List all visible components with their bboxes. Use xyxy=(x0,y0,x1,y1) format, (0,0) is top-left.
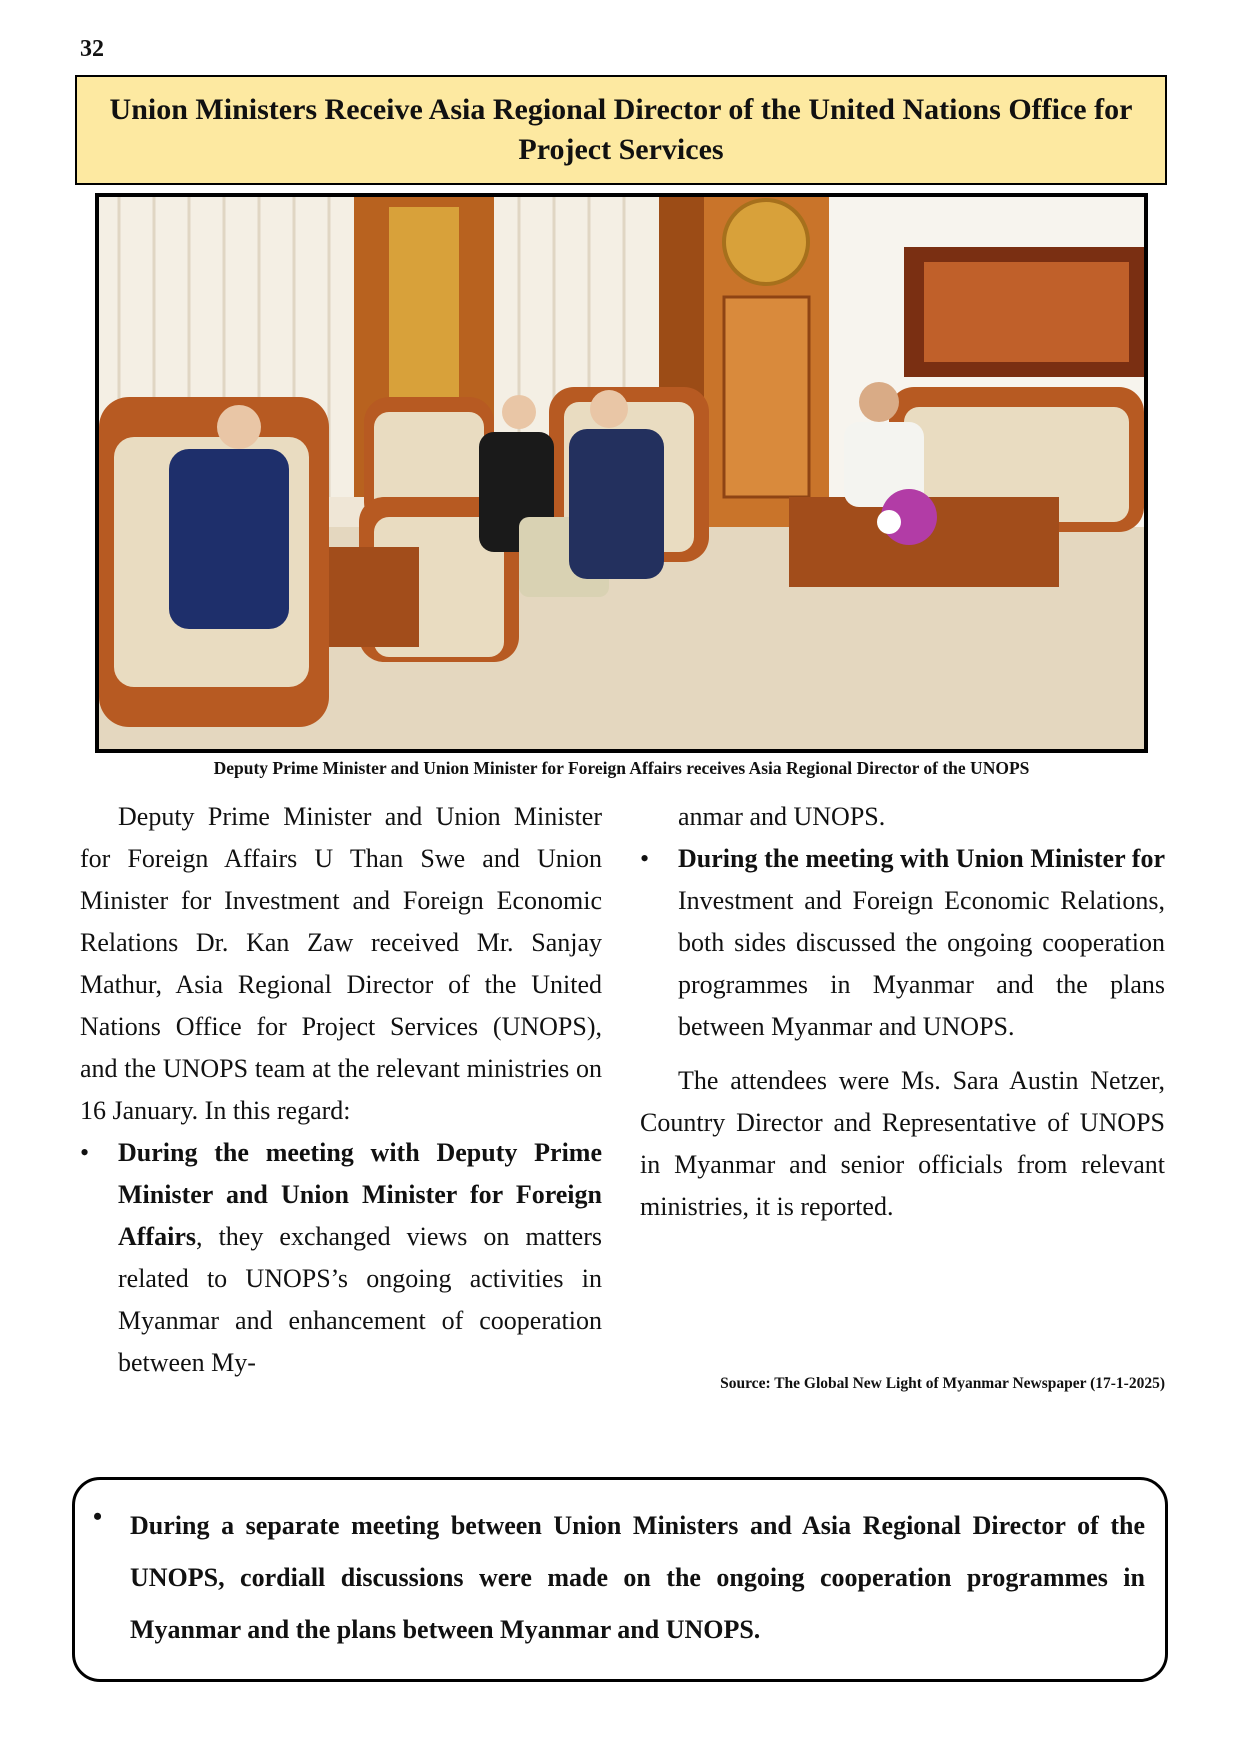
bullet-text: Investment and Foreign Economic Relations, both sides discussed the ongoing cooperation programmes in Myanmar and the plans between Myanmar and UNOPS. xyxy=(678,886,1165,1041)
article-title: Union Ministers Receive Asia Regional Director of the United Nations Office for Project Services xyxy=(109,93,1133,166)
article-bullet-foreign-affairs xyxy=(80,1132,602,1384)
page-number: 32 xyxy=(80,36,104,62)
bullet-lead: During the meeting with Union Minister for xyxy=(678,844,1165,873)
meeting-photo xyxy=(95,193,1148,753)
bullet-lead: During the meeting with Deputy Prime Minister and Union Minister for Foreign Affairs xyxy=(118,1138,602,1251)
article-source: Source: The Global New Light of Myanmar Newspaper (17-1-2025) xyxy=(720,1375,1165,1392)
bullet-text: , they exchanged views on matters related to UNOPS’s ongoing activities in Myanmar and enhancement of cooperation between My- xyxy=(118,1222,602,1377)
article-bullet-investment xyxy=(640,838,1165,1048)
bullet-dot: • xyxy=(80,1138,90,1167)
article-column-right xyxy=(640,796,1165,1228)
article-title-box xyxy=(75,75,1167,185)
summary-text: During a separate meeting between Union Ministers and Asia Regional Director of the UNOPS, cordiall discussions were made on the ongoing cooperation programmes in Myanmar and the plans between Myanmar and UNOPS. xyxy=(130,1511,1145,1644)
summary-box xyxy=(72,1477,1168,1682)
bullet-dot: • xyxy=(640,844,650,873)
article-intro-paragraph: Deputy Prime Minister and Union Minister for Foreign Affairs U Than Swe and Union Minister for Investment and Foreign Economic Relations Dr. Kan Zaw received Mr. Sanjay Mathur, Asia Regional Director of the United Nations Office for Project Services (UNOPS), and the UNOPS team at the relevant ministries on 16 January. In this regard: xyxy=(80,802,602,1125)
article-attendees-paragraph: The attendees were Ms. Sara Austin Netzer, Country Director and Representative of UNOPS in Myanmar and senior officials from relevant ministries, it is reported. xyxy=(640,1066,1165,1221)
photo-caption: Deputy Prime Minister and Union Minister for Foreign Affairs receives Asia Regional Director of the UNOPS xyxy=(213,758,1030,778)
meeting-photo-illustration xyxy=(99,197,1144,749)
article-column-left xyxy=(80,796,602,1384)
article-bullet-continued: anmar and UNOPS. xyxy=(678,802,886,831)
summary-bullet: • xyxy=(93,1502,103,1531)
